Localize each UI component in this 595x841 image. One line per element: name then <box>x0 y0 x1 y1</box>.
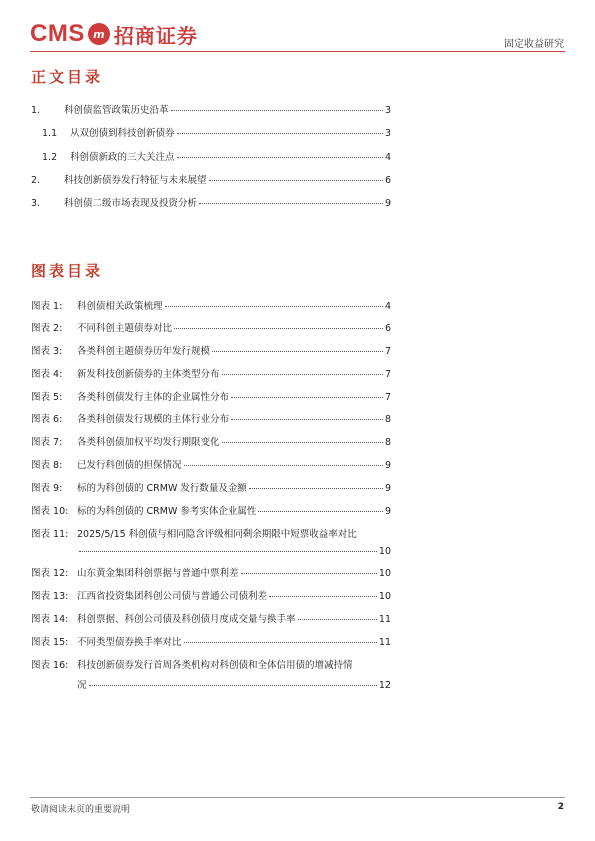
figure-entry-page: 10 <box>378 591 391 602</box>
company-logo <box>30 19 198 49</box>
figure-entry-number: 图表 1: <box>31 301 63 312</box>
toc-entry-page: 4 <box>384 152 391 163</box>
logo-latin: CMS <box>30 20 85 47</box>
figure-entry-number: 图表 11: <box>31 529 69 540</box>
toc-entry-number: 1.1 <box>42 128 58 139</box>
figure-entry-page: 9 <box>384 460 391 471</box>
figure-entry-page: 10 <box>378 546 391 557</box>
footer-divider <box>30 797 565 798</box>
figure-entry-number: 图表 13: <box>31 591 69 602</box>
toc-entry-number: 2. <box>31 175 41 186</box>
dot-leader <box>79 551 377 552</box>
figure-entry[interactable] <box>31 611 391 625</box>
dot-leader <box>231 419 383 420</box>
dot-leader <box>177 157 383 158</box>
toc-entry-title: 科创债二级市场表现及投资分析 <box>64 198 198 209</box>
figure-entry-page: 8 <box>384 437 391 448</box>
figure-entry[interactable] <box>31 565 391 579</box>
figure-entry[interactable] <box>31 526 391 557</box>
figure-entry-title: 各类科创主题债券历年发行规模 <box>77 346 211 357</box>
dot-leader <box>171 110 383 111</box>
figure-entry-number: 图表 4: <box>31 369 63 380</box>
figure-entry[interactable] <box>31 320 391 334</box>
figure-entry-number: 图表 16: <box>31 660 69 671</box>
toc-entry[interactable] <box>31 172 391 186</box>
figure-entry[interactable] <box>31 634 391 648</box>
toc-entry-title: 从双创债到科技创新债券 <box>70 128 175 139</box>
figure-entry-page: 6 <box>384 323 391 334</box>
figure-entry[interactable] <box>31 366 391 380</box>
figure-entry[interactable] <box>31 389 391 403</box>
report-category: 固定收益研究 <box>504 39 564 50</box>
figure-entry-title: 2025/5/15 科创债与相同隐含评级相同剩余期限中短票收益率对比 <box>77 529 357 540</box>
figure-entry-number: 图表 2: <box>31 323 63 334</box>
figure-entry-title: 科技创新债券发行首周各类机构对科创债和全体信用债的增减持情 <box>77 660 353 671</box>
toc-entry-title: 科创债监管政策历史沿革 <box>64 105 169 116</box>
dot-leader <box>231 397 383 398</box>
figure-entry-title: 各类科创债加权平均发行期限变化 <box>77 437 220 448</box>
header-divider <box>30 51 565 52</box>
dot-leader <box>298 619 377 620</box>
logo-chinese: 招商证券 <box>113 23 198 48</box>
figure-entry-title: 各类科创债发行规模的主体行业分布 <box>77 414 230 425</box>
figure-entry[interactable] <box>31 343 391 357</box>
toc-entry-number: 1. <box>31 105 41 116</box>
figure-entry-page: 12 <box>378 680 391 691</box>
figure-entry-title: 山东黄金集团科创票据与普通中票利差 <box>77 568 239 579</box>
figure-entry-page: 7 <box>384 392 391 403</box>
figure-entry-number: 图表 5: <box>31 392 63 403</box>
dot-leader <box>177 133 383 134</box>
page-number: 2 <box>557 802 564 812</box>
dot-leader <box>165 306 383 307</box>
figure-entry-page: 8 <box>384 414 391 425</box>
figure-entry-title: 已发行科创债的担保情况 <box>77 460 182 471</box>
toc-entry-page: 3 <box>384 128 391 139</box>
dot-leader <box>241 573 377 574</box>
figure-entry-title: 标的为科创债的 CRMW 参考实体企业属性 <box>77 506 257 517</box>
figure-entry-title: 各类科创债发行主体的企业属性分布 <box>77 392 230 403</box>
dot-leader <box>184 465 383 466</box>
dot-leader <box>184 642 377 643</box>
figure-entry[interactable] <box>31 298 391 312</box>
figure-entry-title: 科创票据、科创公司债及科创债月度成交量与换手率 <box>77 614 296 625</box>
figure-entry-page: 9 <box>384 483 391 494</box>
figure-entry-title: 标的为科创债的 CRMW 发行数量及金额 <box>77 483 247 494</box>
figure-entry-number: 图表 12: <box>31 568 69 579</box>
dot-leader <box>269 596 377 597</box>
figure-entry-page: 11 <box>378 637 391 648</box>
figure-entry[interactable] <box>31 411 391 425</box>
figure-entry-page: 7 <box>384 369 391 380</box>
logo-emblem-icon: m <box>88 23 110 45</box>
figure-entry[interactable] <box>31 657 391 691</box>
figure-entry[interactable] <box>31 588 391 602</box>
toc-entry-page: 6 <box>384 175 391 186</box>
dot-leader <box>174 328 383 329</box>
figure-entry-number: 图表 9: <box>31 483 63 494</box>
figure-entry-title: 科创债相关政策梳理 <box>77 301 163 312</box>
dot-leader <box>222 442 383 443</box>
figure-entry-number: 图表 14: <box>31 614 69 625</box>
toc-entry[interactable] <box>31 195 391 209</box>
dot-leader <box>212 351 383 352</box>
figure-entry-title-continued: 况 <box>77 680 87 691</box>
toc-entry-number: 3. <box>31 198 41 209</box>
figure-entry[interactable] <box>31 480 391 494</box>
figure-entry-number: 图表 8: <box>31 460 63 471</box>
footer-disclaimer: 敬请阅读末页的重要说明 <box>31 805 131 815</box>
figure-entry-title: 不同类型债券换手率对比 <box>77 637 182 648</box>
dot-leader <box>222 374 383 375</box>
toc-entry-page: 3 <box>384 105 391 116</box>
figure-entry-title: 新发科技创新债券的主体类型分布 <box>77 369 220 380</box>
figure-entry-page: 7 <box>384 346 391 357</box>
figure-entry-number: 图表 3: <box>31 346 63 357</box>
toc-title: 正文目录 <box>31 68 104 86</box>
figure-entry[interactable] <box>31 457 391 471</box>
figure-entry-number: 图表 15: <box>31 637 69 648</box>
dot-leader <box>209 180 383 181</box>
toc-entry-page: 9 <box>384 198 391 209</box>
figures-title: 图表目录 <box>31 262 104 280</box>
toc-entry-number: 1.2 <box>42 152 58 163</box>
figure-entry-number: 图表 10: <box>31 506 69 517</box>
figure-entry-page: 9 <box>384 506 391 517</box>
toc-entry-title: 科技创新债券发行特征与未来展望 <box>64 175 207 186</box>
figure-entry-title: 江西省投资集团科创公司债与普通公司债利差 <box>77 591 268 602</box>
dot-leader <box>258 511 383 512</box>
figure-entry[interactable] <box>31 434 391 448</box>
dot-leader <box>249 488 383 489</box>
figure-entry-number: 图表 7: <box>31 437 63 448</box>
toc-entry[interactable] <box>31 102 391 116</box>
figure-entry-number: 图表 6: <box>31 414 63 425</box>
figure-entry[interactable] <box>31 503 391 517</box>
figure-entry-title: 不同科创主题债券对比 <box>77 323 173 334</box>
dot-leader <box>89 685 377 686</box>
toc-entry-title: 科创债新政的三大关注点 <box>70 152 175 163</box>
figure-entry-page: 11 <box>378 614 391 625</box>
dot-leader <box>199 203 383 204</box>
figure-entry-page: 4 <box>384 301 391 312</box>
toc-entry[interactable] <box>42 149 391 163</box>
toc-entry[interactable] <box>42 125 391 139</box>
figure-entry-page: 10 <box>378 568 391 579</box>
